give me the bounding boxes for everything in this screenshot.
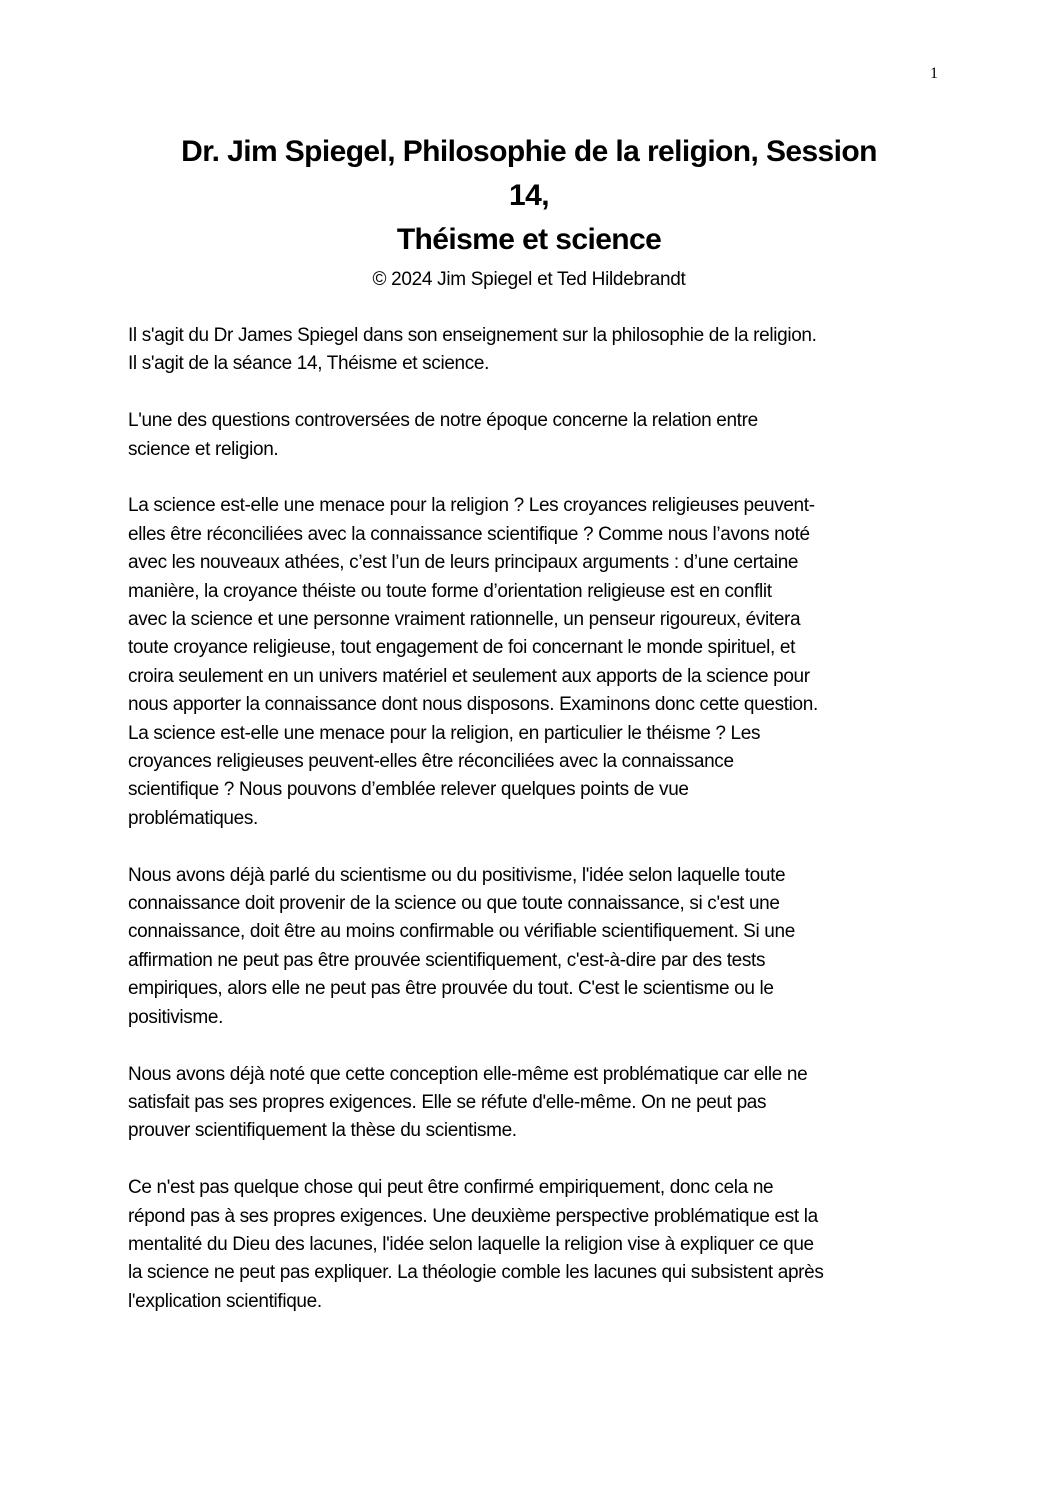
text-line: positivisme. [128, 1006, 224, 1028]
document-body [128, 322, 948, 1345]
paragraph-controversy [128, 407, 948, 464]
text-line: connaissance, doit être au moins confirmable ou vérifiable scientifiquement. Si une [128, 921, 795, 943]
page-number: 1 [930, 65, 938, 82]
text-line: croira seulement en un univers matériel et seulement aux apports de la science pour [128, 665, 810, 687]
text-line: mentalité du Dieu des lacunes, l'idée selon laquelle la religion vise à expliquer ce que [128, 1233, 814, 1255]
paragraph-self-refuting [128, 1061, 948, 1146]
text-line: elles être réconciliées avec la connaissance scientifique ? Comme nous l’avons noté [128, 523, 810, 545]
paragraph-intro [128, 322, 948, 379]
text-line: problématiques. [128, 807, 258, 829]
copyright-notice: © 2024 Jim Spiegel et Ted Hildebrandt [372, 269, 686, 290]
paragraph-god-of-gaps [128, 1174, 948, 1316]
text-line: La science est-elle une menace pour la religion, en particulier le théisme ? Les [128, 722, 761, 744]
document-title [0, 130, 1058, 262]
text-line: Nous avons déjà parlé du scientisme ou du positivisme, l'idée selon laquelle toute [128, 864, 786, 886]
title-line: 14, [509, 179, 549, 212]
text-line: avec les nouveaux athées, c’est l’un de leurs principaux arguments : d’une certaine [128, 552, 799, 574]
text-line: satisfait pas ses propres exigences. Elle se réfute d'elle-même. On ne peut pas [128, 1091, 767, 1113]
text-line: prouver scientifiquement la thèse du scientisme. [128, 1120, 517, 1142]
text-line: La science est-elle une menace pour la religion ? Les croyances religieuses peuvent- [128, 495, 815, 517]
text-line: Il s'agit de la séance 14, Théisme et science. [128, 353, 490, 375]
text-line: avec la science et une personne vraiment rationnelle, un penseur rigoureux, évitera [128, 609, 801, 631]
text-line: toute croyance religieuse, tout engagement de foi concernant le monde spirituel, et [128, 637, 795, 659]
text-line: manière, la croyance théiste ou toute forme d’orientation religieuse est en conflit [128, 580, 772, 602]
text-line: Nous avons déjà noté que cette conception elle-même est problématique car elle ne [128, 1063, 808, 1085]
text-line: scientifique ? Nous pouvons d’emblée relever quelques points de vue [128, 779, 689, 801]
text-line: science et religion. [128, 438, 279, 460]
paragraph-scientism [128, 862, 948, 1032]
text-line: empiriques, alors elle ne peut pas être prouvée du tout. C'est le scientisme ou le [128, 978, 774, 1000]
text-line: Ce n'est pas quelque chose qui peut être confirmé empiriquement, donc cela ne [128, 1177, 774, 1199]
text-line: l'explication scientifique. [128, 1290, 322, 1312]
text-line: Il s'agit du Dr James Spiegel dans son enseignement sur la philosophie de la religion. [128, 325, 817, 346]
text-line: affirmation ne peut pas être prouvée scientifiquement, c'est-à-dire par des tests [128, 949, 766, 971]
text-line: la science ne peut pas expliquer. La théologie comble les lacunes qui subsistent après [128, 1262, 824, 1284]
paragraph-threat-question [128, 492, 948, 833]
text-line: connaissance doit provenir de la science ou que toute connaissance, si c'est une [128, 893, 780, 915]
text-line: répond pas à ses propres exigences. Une deuxième perspective problématique est la [128, 1205, 818, 1227]
title-line: Théisme et science [396, 223, 662, 256]
text-line: nous apporter la connaissance dont nous disposons. Examinons donc cette question. [128, 694, 818, 716]
title-line: Dr. Jim Spiegel, Philosophie de la religion, Session [181, 135, 877, 168]
text-line: croyances religieuses peuvent-elles être réconciliées avec la connaissance [128, 751, 734, 773]
text-line: L'une des questions controversées de notre époque concerne la relation entre [128, 410, 758, 432]
